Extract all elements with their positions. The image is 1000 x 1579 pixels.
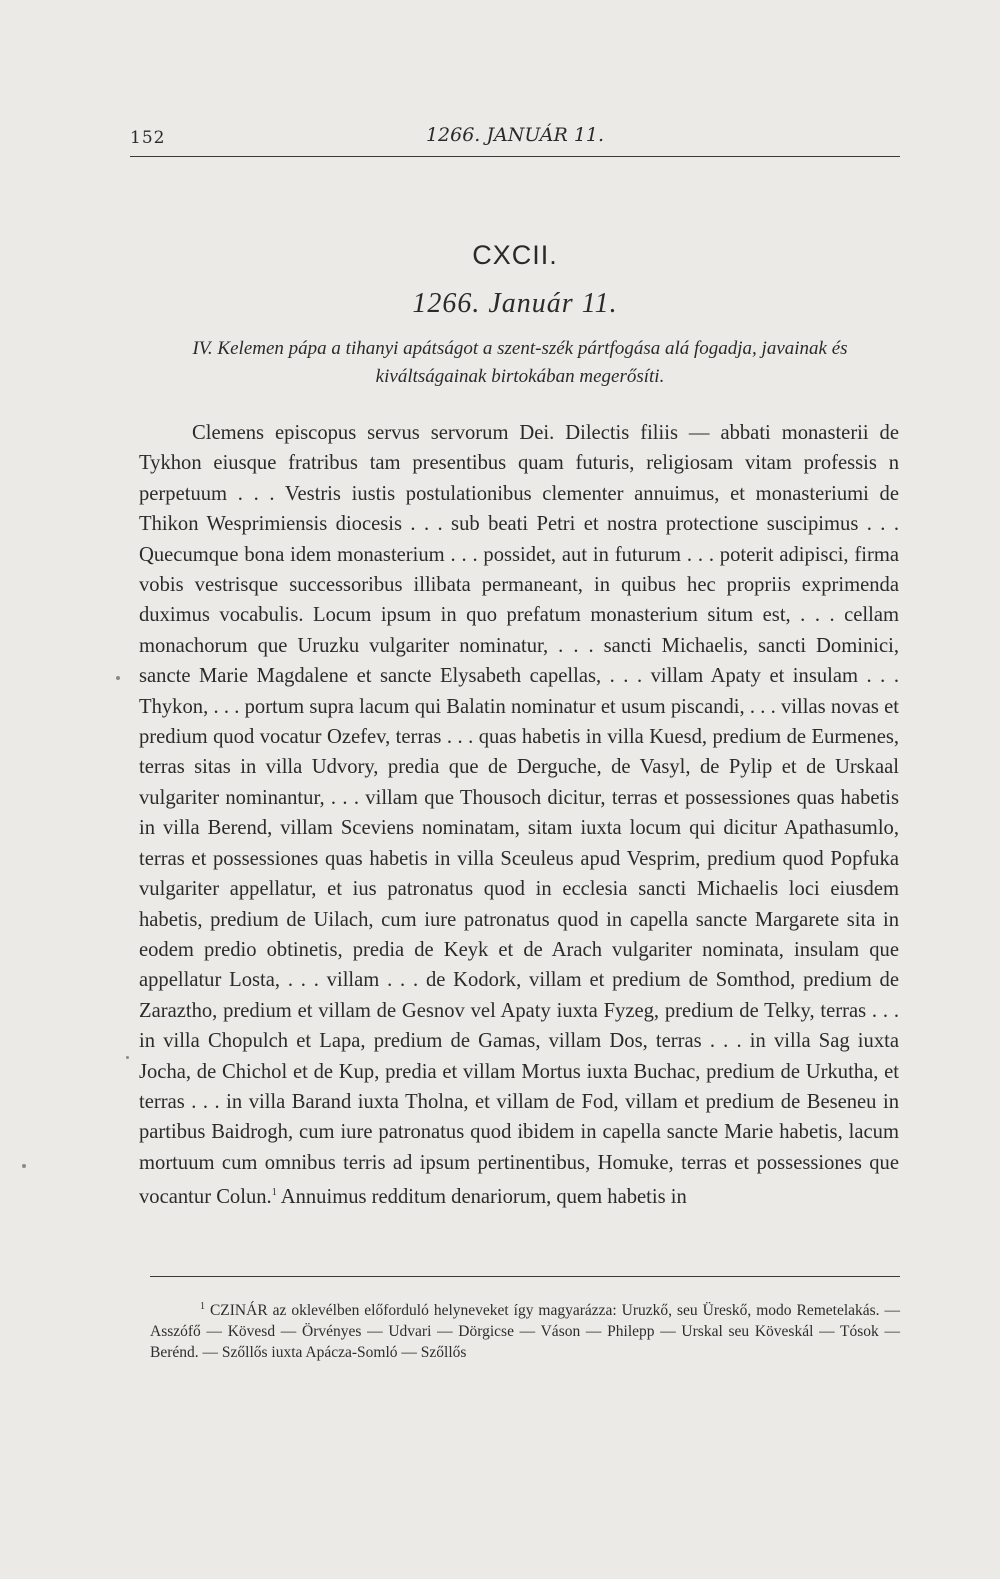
page-number: 152: [130, 128, 166, 148]
footnote-reference: 1: [271, 1187, 277, 1199]
paper-speck: [116, 676, 120, 680]
footnote-text: CZINÁR az oklevélben előforduló helyneveket így magyarázza: Uruzkő, seu Üreskő, modo Remetelakás. — Asszófő — Kövesd — Örvényes — Udvari — Dörgicse — Váson — Philepp — Urskal seu Köveskál — Tósok — Berénd. — Szőllős iuxta Apácza-Somló — Szőllős: [150, 1302, 901, 1362]
document-number: CXCII.: [472, 240, 558, 270]
body-text: Clemens episcopus servus servorum Dei. Dilectis filiis — abbati monasterii de Tykhon eiusque fratribus tam presentibus quam futuris, religiosam vitam professis n perpetuum . . . Vestris iustis postulationibus clementer annuimus, et monasteriumi de Thikon Wesprimiensis diocesis . . . sub beati Petri et nostra protectione suscipimus . . . Quecumque bona idem monasterium . . . possidet, aut in futurum . . . poterit adipisci, firma vobis vestrisque successoribus illibata permaneant, in quibus hec propriis exprimenda duximus vocabulis. Locum ipsum in quo prefatum monasterium situm est, . . . cellam monachorum que Uruzku vulgariter nominatur, . . . sancti Michaelis, sancti Dominici, sancte Marie Magdalene et sancte Elysabeth capellas, . . . villam Apaty et insulam . . . Thykon, . . . portum supra lacum qui Balatin nominatur et usum piscandi, . . . villas novas et predium quod vocatur Ozefev, terras . . . quas habetis in villa Kuesd, predium de Eurmenes, terras sitas in villa Udvory, predia que de Derguche, de Vasyl, de Pylip et de Urskaal vulgariter nominantur, . . . villam que Thousoch dicitur, terras et possessiones quas habetis in villa Berend, villam Sceviens nominatam, sitam iuxta locum qui dicitur Apathasumlo, terras et possessiones quas habetis in villa Sceuleus apud Vesprim, predium quod Popfuka vulgariter appellatur, et ius patronatus quod in ecclesia sancti Michaelis loci eiusdem habetis, predium de Uilach, cum iure patronatus quod in capella sancte Margarete sita in eodem predio obtinetis, predia de Keyk et de Arach vulgariter nominata, insulam que appellatur Losta, . . . villam . . . de Kodork, villam et predium de Somthod, predium de Zaraztho, predium et villam de Gesnov vel Apaty iuxta Fyzeg, predium de Telky, terras . . . in villa Chopulch et Lapa, predium de Gamas, villam Dos, terras . . . in villa Sag iuxta Jocha, de Chichol et de Kup, predia et villam Mortus iuxta Buchac, predium de Urkutha, et terras . . . in villa Barand iuxta Tholna, et villam de Fod, villam et predium de Beseneu in partibus Baidrogh, cum iure patronatus quod ibidem in capella sancte Marie habetis, lacum mortuum cum omnibus terris ad ipsum pertinentibus, Homuke, terras et possessiones que vocantur Colun.: [139, 422, 899, 1209]
paper-speck: [22, 1164, 26, 1168]
footnote-marker: 1: [200, 1301, 205, 1312]
document-body: [139, 418, 899, 1212]
page-header: [130, 124, 900, 154]
body-text-tail: Annuimus redditum denariorum, quem habetis in: [276, 1186, 687, 1209]
paper-speck: [126, 1056, 129, 1059]
running-head: 1266. JANUÁR 11.: [425, 124, 605, 146]
header-rule: [130, 156, 900, 157]
document-date: 1266. Január 11.: [412, 288, 618, 319]
footnote-rule: [150, 1276, 900, 1277]
footnote: [150, 1296, 900, 1363]
document-regest: IV. Kelemen pápa a tihanyi apátságot a szent-szék pártfogása alá fogadja, javainak és kiváltságainak birtokában megerősíti.: [192, 338, 848, 387]
